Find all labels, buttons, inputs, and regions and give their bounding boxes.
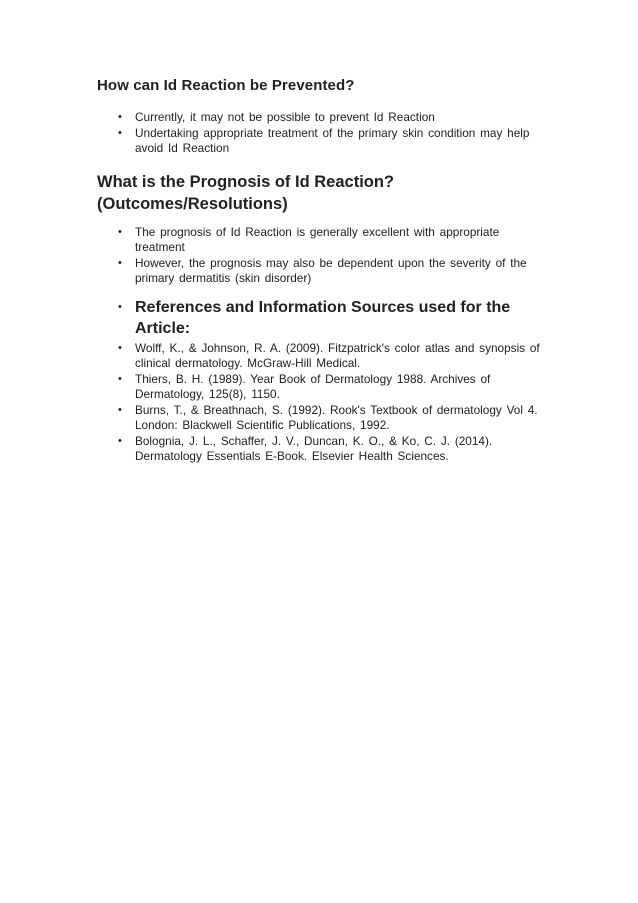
bullet-icon: • [118, 373, 122, 385]
prevention-heading: How can Id Reaction be Prevented? [97, 77, 355, 94]
reference-text: Thiers, B. H. (1989). Year Book of Dermatology 1988. Archives of Dermatology, 125(8), 1150. [135, 372, 491, 401]
references-heading: References and Information Sources used for the Article: [135, 299, 511, 337]
list-item [118, 225, 548, 255]
list-item [118, 110, 548, 125]
list-item-text: However, the prognosis may also be dependent upon the severity of the primary dermatitis (skin disorder) [135, 256, 527, 285]
reference-text: Wolff, K., & Johnson, R. A. (2009). Fitzpatrick's color atlas and synopsis of clinical dermatology. McGraw-Hill Medical. [135, 341, 540, 370]
list-item-text: Undertaking appropriate treatment of the primary skin condition may help avoid Id Reaction [135, 126, 530, 155]
bullet-icon: • [118, 301, 122, 313]
bullet-icon: • [118, 404, 122, 416]
list-item-text: Currently, it may not be possible to prevent Id Reaction [135, 110, 435, 124]
references-list [118, 297, 548, 465]
list-item [118, 341, 548, 371]
reference-text: Bolognia, J. L., Schaffer, J. V., Duncan, K. O., & Ko, C. J. (2014). Dermatology Essentials E-Book. Elsevier Health Sciences. [135, 434, 493, 463]
bullet-icon: • [118, 127, 122, 139]
prognosis-list [118, 225, 548, 287]
list-item-text: The prognosis of Id Reaction is generally excellent with appropriate treatment [135, 225, 500, 254]
prognosis-heading: What is the Prognosis of Id Reaction? (Outcomes/Resolutions) [97, 173, 395, 213]
reference-text: Burns, T., & Breathnach, S. (1992). Rook's Textbook of dermatology Vol 4. London: Blackwell Scientific Publications, 1992. [135, 403, 538, 432]
list-item [118, 372, 548, 402]
list-item [118, 403, 548, 433]
references-heading-item [118, 297, 548, 339]
prevention-list [118, 110, 548, 157]
list-item [118, 126, 548, 156]
bullet-icon: • [118, 342, 122, 354]
list-item [118, 434, 548, 464]
bullet-icon: • [118, 257, 122, 269]
bullet-icon: • [118, 435, 122, 447]
list-item [118, 256, 548, 286]
bullet-icon: • [118, 111, 122, 123]
bullet-icon: • [118, 226, 122, 238]
